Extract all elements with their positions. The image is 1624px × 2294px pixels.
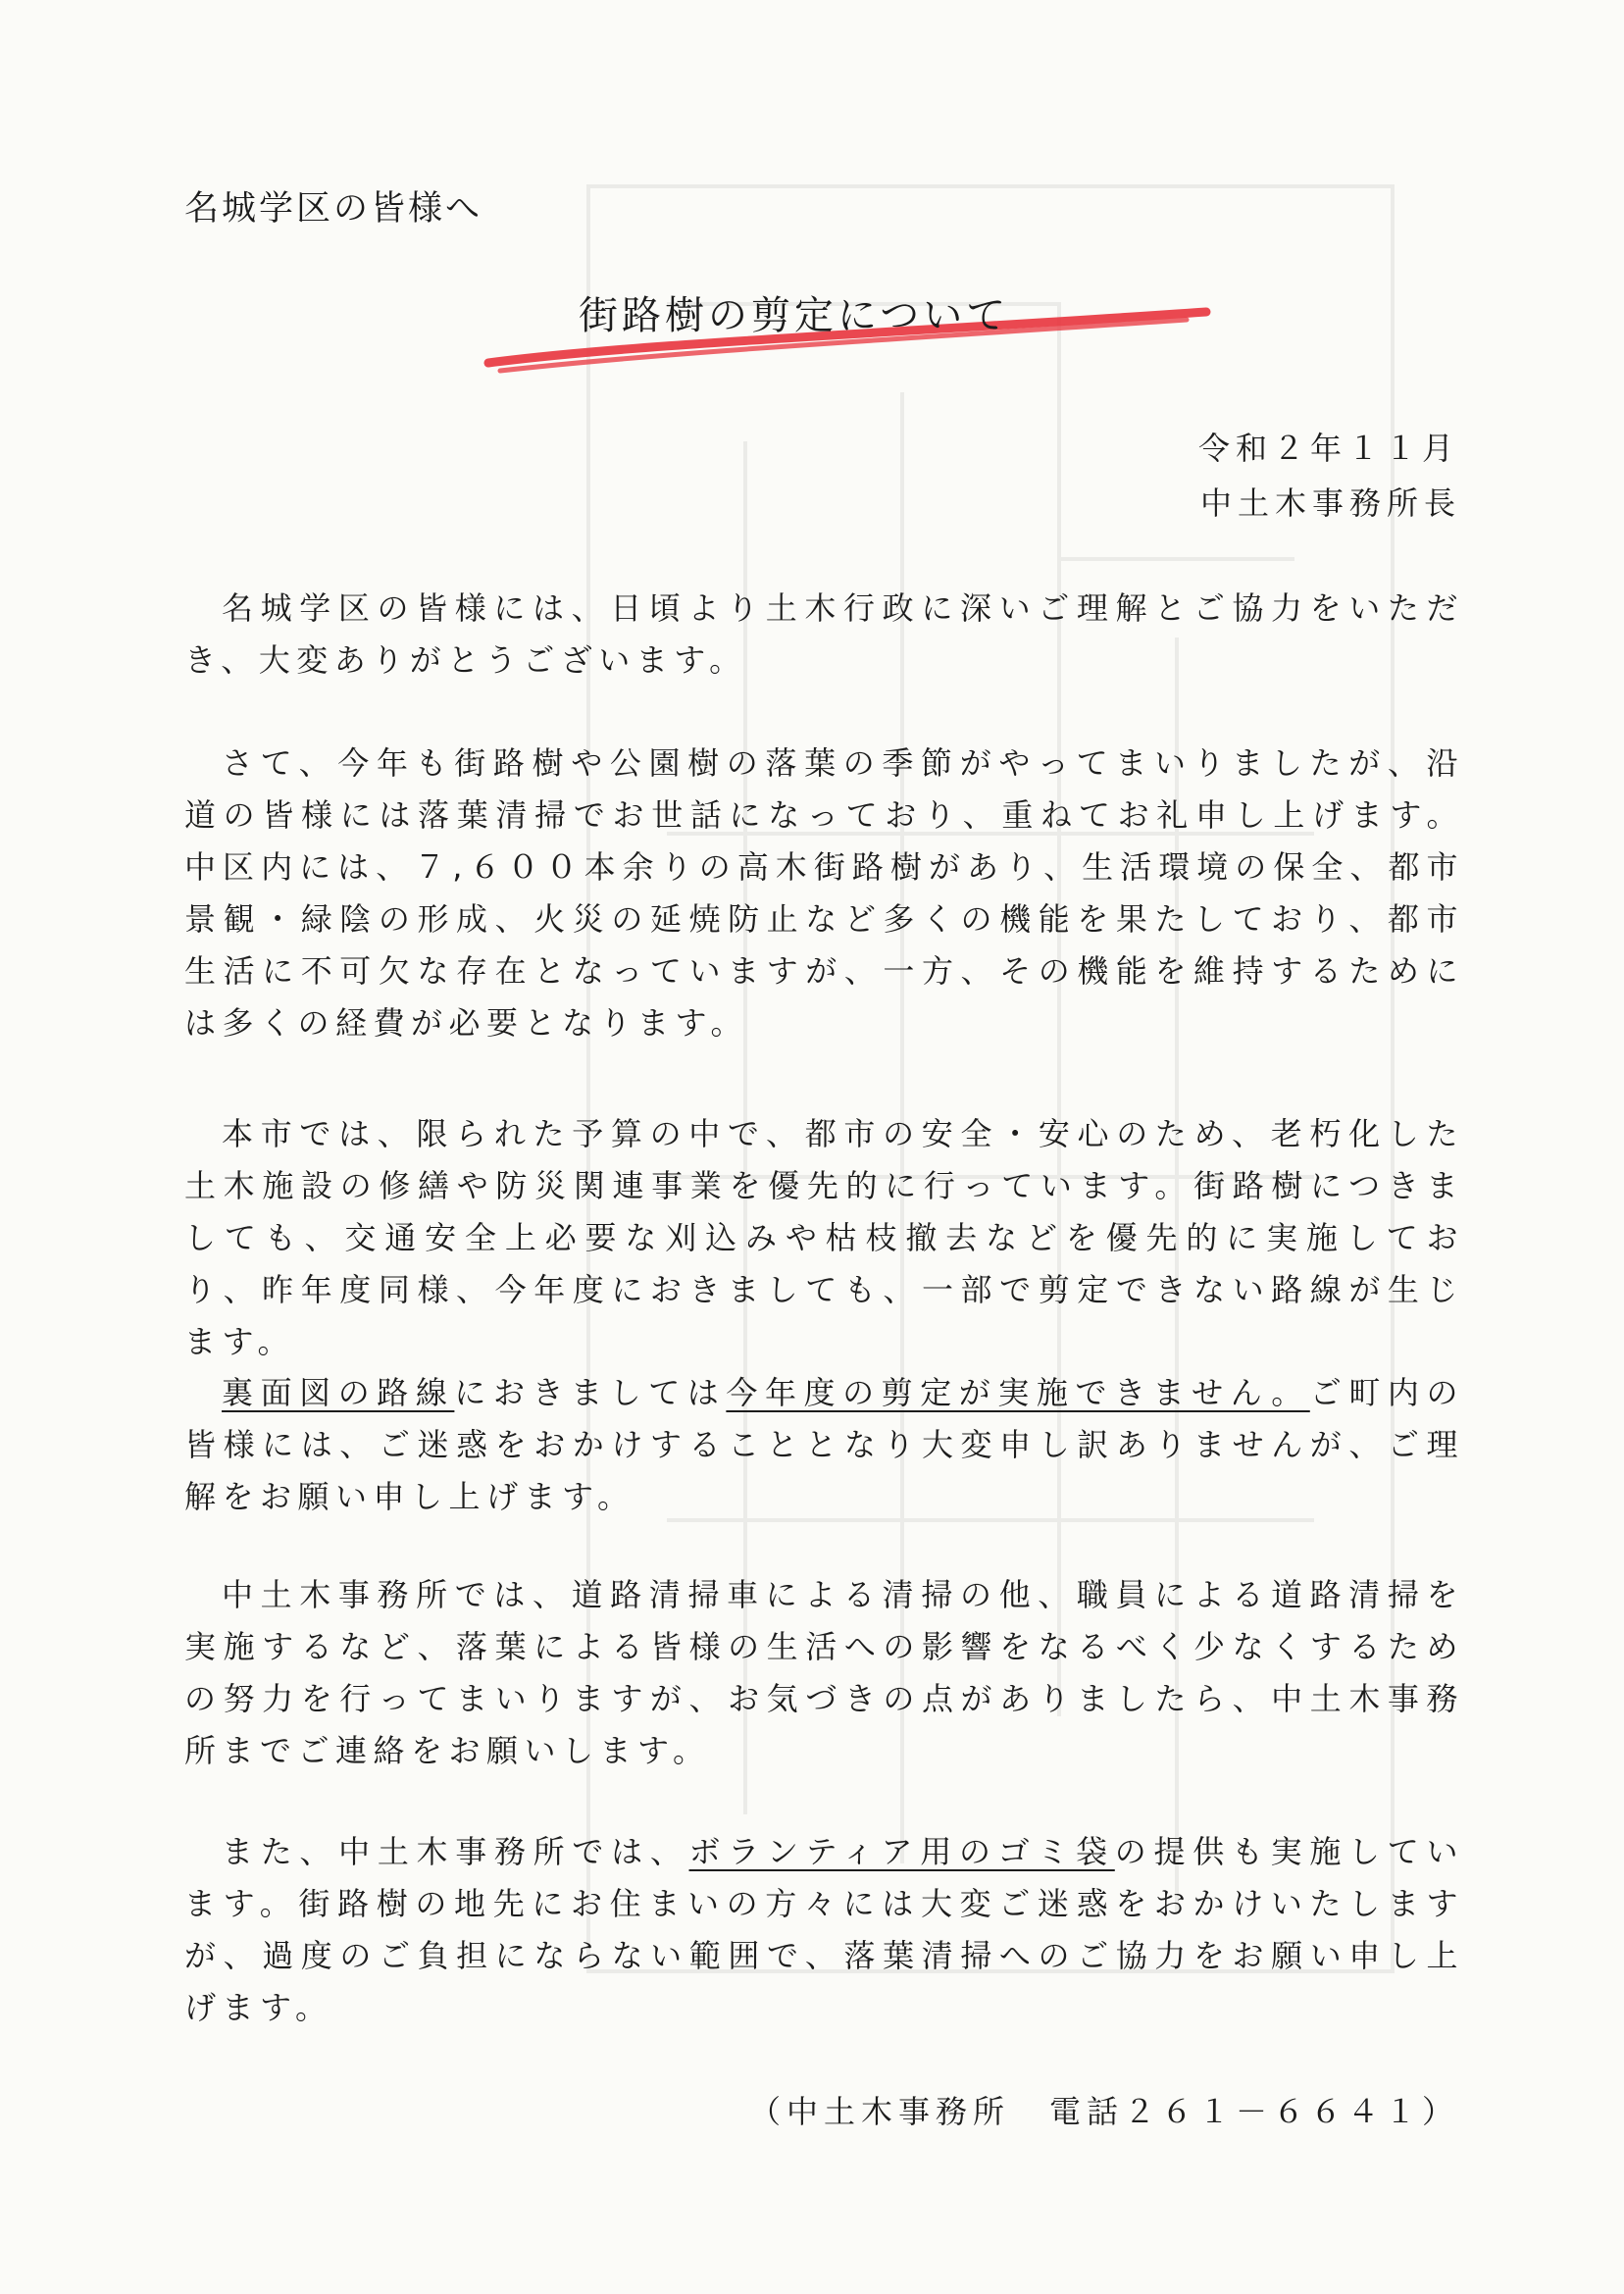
date: 令和２年１１月 xyxy=(1197,430,1459,467)
sender: 中土木事務所長 xyxy=(1199,484,1461,522)
underlined-no-pruning: 今年度の剪定が実施できません。 xyxy=(726,1374,1310,1411)
paragraph-volunteer xyxy=(184,1826,1464,2034)
paragraph-routes-text-b: ご町内の皆様には、ご迷惑をおかけすることとなり大変申し訳ありませんが、ご理解をお願い申し上げます。 xyxy=(184,1374,1464,1515)
contact-line xyxy=(749,2087,1459,2132)
title-block xyxy=(481,284,1226,392)
paragraph-volunteer-text-b: の提供も実施しています。街路樹の地先にお住まいの方々には大変ご迷惑をおかけいたしますが、過度のご負担にならない範囲で、落葉清掃へのご協力をお願い申し上げます。 xyxy=(184,1833,1464,2026)
paragraph-routes-text-a: におきましては xyxy=(454,1374,727,1411)
paragraph-volunteer-text-a: また、中土木事務所では、 xyxy=(222,1833,689,1870)
underlined-garbage-bags: ボランティア用のゴミ袋 xyxy=(688,1833,1115,1870)
salutation: 名城学区の皆様へ xyxy=(184,189,483,229)
underlined-routes: 裏面図の路線 xyxy=(222,1374,455,1411)
page-title: 街路樹の剪定について xyxy=(579,293,1010,338)
contact-office: （中土木事務所 xyxy=(748,2093,1010,2130)
paragraph-season: さて、今年も街路樹や公園樹の落葉の季節がやってまいりましたが、沿道の皆様には落葉清掃でお世話になっており、重ねてお礼申し上げます。中区内には、７,６００本余りの高木街路樹があり、生活環境の保全、都市景観・緑陰の形成、火災の延焼防止など多くの機能を果たしており、都市生活に不可欠な存在となっていますが、一方、その機能を維持するためには多くの経費が必要となります。 xyxy=(184,744,1464,1042)
paragraph-greeting: 名城学区の皆様には、日頃より土木行政に深いご理解とご協力をいただき、大変ありがとうございます。 xyxy=(184,589,1464,679)
paragraph-budget: 本市では、限られた予算の中で、都市の安全・安心のため、老朽化した土木施設の修繕や防災関連事業を優先的に行っています。街路樹につきましても、交通安全上必要な刈込みや枯枝撤去などを優先的に実施しており、昨年度同様、今年度におきましても、一部で剪定できない路線が生じます。 xyxy=(184,1115,1464,1360)
paragraph-routes xyxy=(184,1367,1464,1523)
contact-phone: 電話２６１－６６４１） xyxy=(1048,2093,1459,2130)
paragraph-cleaning: 中土木事務所では、道路清掃車による清掃の他、職員による道路清掃を実施するなど、落葉による皆様の生活への影響をなるべく少なくするための努力を行ってまいりますが、お気づきの点がありましたら、中土木事務所までご連絡をお願いします。 xyxy=(184,1576,1464,1769)
